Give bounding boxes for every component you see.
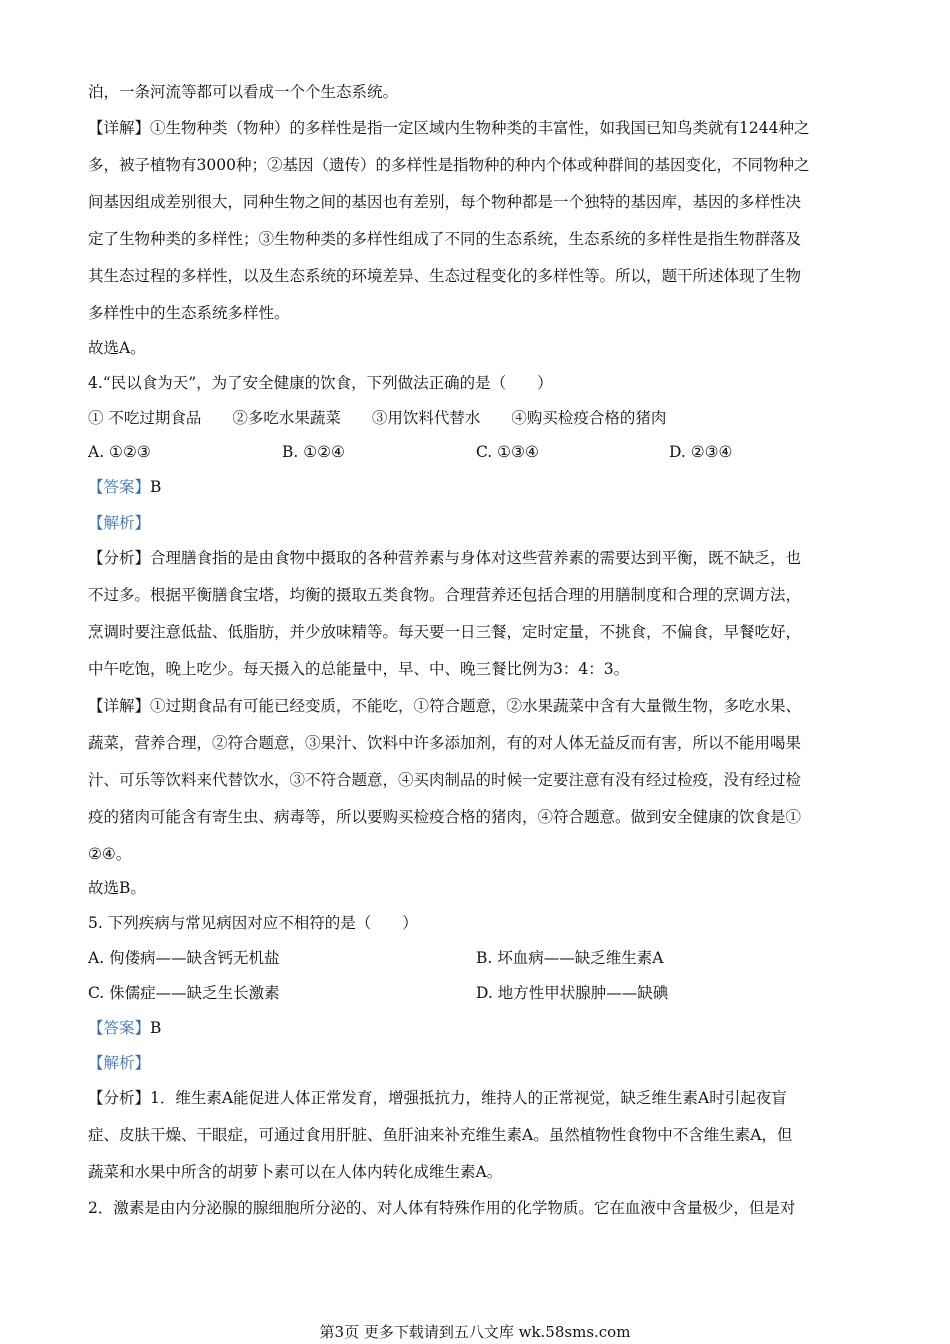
text-line: 【分析】1．维生素A能促进人体正常发育，增强抵抗力，维持人的正常视觉，缺乏维生素A时引起夜盲 bbox=[88, 1089, 787, 1107]
answer-value: B bbox=[150, 478, 162, 496]
text-line: 汁、可乐等饮料来代替饮水，③不符合题意，④买肉制品的时候一定要注意有没有经过检疫，没有经过检 bbox=[88, 771, 802, 789]
question-5-analysis-tag: 【解析】 bbox=[88, 1054, 151, 1072]
text-line: 故选A。 bbox=[88, 339, 146, 357]
text-line: 【详解】①生物种类（物种）的多样性是指一定区域内生物种类的丰富性，如我国已知鸟类就有1244种之 bbox=[88, 119, 810, 137]
question-4-option-a: A. ①②③ bbox=[88, 443, 151, 461]
text-line: 蔬菜和水果中所含的胡萝卜素可以在人体内转化成维生素A。 bbox=[88, 1163, 503, 1181]
question-5-option-b: B. 坏血病——缺乏维生素A bbox=[476, 949, 664, 967]
text-line: 定了生物种类的多样性；③生物种类的多样性组成了不同的生态系统，生态系统的多样性是指生物群落及 bbox=[88, 230, 802, 248]
text-line: 蔬菜，营养合理，②符合题意，③果汁、饮料中许多添加剂，有的对人体无益反而有害，所以不能用喝果 bbox=[88, 734, 802, 752]
question-4-option-c: C. ①③④ bbox=[476, 443, 539, 461]
text-line: 【分析】合理膳食指的是由食物中摄取的各种营养素与身体对这些营养素的需要达到平衡，既不缺乏，也 bbox=[88, 549, 802, 567]
text-line: 烹调时要注意低盐、低脂肪，并少放味精等。每天要一日三餐，定时定量，不挑食，不偏食，早餐吃好， bbox=[88, 623, 802, 641]
question-5-option-d: D. 地方性甲状腺肿——缺碘 bbox=[476, 984, 669, 1002]
answer-tag: 【答案】 bbox=[88, 1019, 151, 1037]
question-5-option-c: C. 侏儒症——缺乏生长激素 bbox=[88, 984, 280, 1002]
text-line: 症、皮肤干燥、干眼症，可通过食用肝脏、鱼肝油来补充维生素A。虽然植物性食物中不含维生素A，但 bbox=[88, 1126, 793, 1144]
page-footer: 第3页 更多下载请到五八文库 wk.58sms.com bbox=[319, 1323, 631, 1341]
question-4-answer bbox=[88, 477, 868, 497]
text-line: 多，被子植物有3000种；②基因（遗传）的多样性是指物种的种内个体或种群间的基因变化，不同物种之 bbox=[88, 156, 810, 174]
question-4-stem: 4.“民以食为天”，为了安全健康的饮食，下列做法正确的是（ ） bbox=[88, 374, 553, 392]
text-line: 多样性中的生态系统多样性。 bbox=[88, 304, 290, 322]
question-4-analysis-tag: 【解析】 bbox=[88, 514, 151, 532]
text-line: 【详解】①过期食品有可能已经变质，不能吃，①符合题意，②水果蔬菜中含有大量微生物，多吃水果、 bbox=[88, 697, 802, 715]
text-line: ②④。 bbox=[88, 845, 132, 863]
question-5-option-a: A. 佝偻病——缺含钙无机盐 bbox=[88, 949, 280, 967]
text-line: 其生态过程的多样性，以及生态系统的环境差异、生态过程变化的多样性等。所以，题干所述体现了生物 bbox=[88, 267, 802, 285]
question-4-option-d: D. ②③④ bbox=[669, 443, 733, 461]
text-line: 故选B。 bbox=[88, 879, 146, 897]
text-line: 不过多。根据平衡膳食宝塔，均衡的摄取五类食物。合理营养还包括合理的用膳制度和合理的烹调方法， bbox=[88, 586, 802, 604]
text-line: 泊，一条河流等都可以看成一个个生态系统。 bbox=[88, 83, 399, 101]
text-line: 疫的猪肉可能含有寄生虫、病毒等，所以要购买检疫合格的猪肉，④符合题意。做到安全健康的饮食是① bbox=[88, 808, 802, 826]
text-line: 中午吃饱，晚上吃少。每天摄入的总能量中，早、中、晚三餐比例为3：4：3。 bbox=[88, 660, 630, 678]
question-5-stem: 5. 下列疾病与常见病因对应不相符的是（ ） bbox=[88, 914, 418, 932]
text-line: 间基因组成差别很大，同种生物之间的基因也有差别，每个物种都是一个独特的基因库，基因的多样性决 bbox=[88, 193, 802, 211]
question-4-option-b: B. ①②④ bbox=[282, 443, 345, 461]
answer-tag: 【答案】 bbox=[88, 478, 151, 496]
question-4-items: ① 不吃过期食品 ②多吃水果蔬菜 ③用饮料代替水 ④购买检疫合格的猪肉 bbox=[88, 409, 667, 427]
text-line: 2．激素是由内分泌腺的腺细胞所分泌的、对人体有特殊作用的化学物质。它在血液中含量极少，但是对 bbox=[88, 1199, 796, 1217]
answer-value: B bbox=[150, 1019, 162, 1037]
question-5-answer bbox=[88, 1018, 868, 1038]
